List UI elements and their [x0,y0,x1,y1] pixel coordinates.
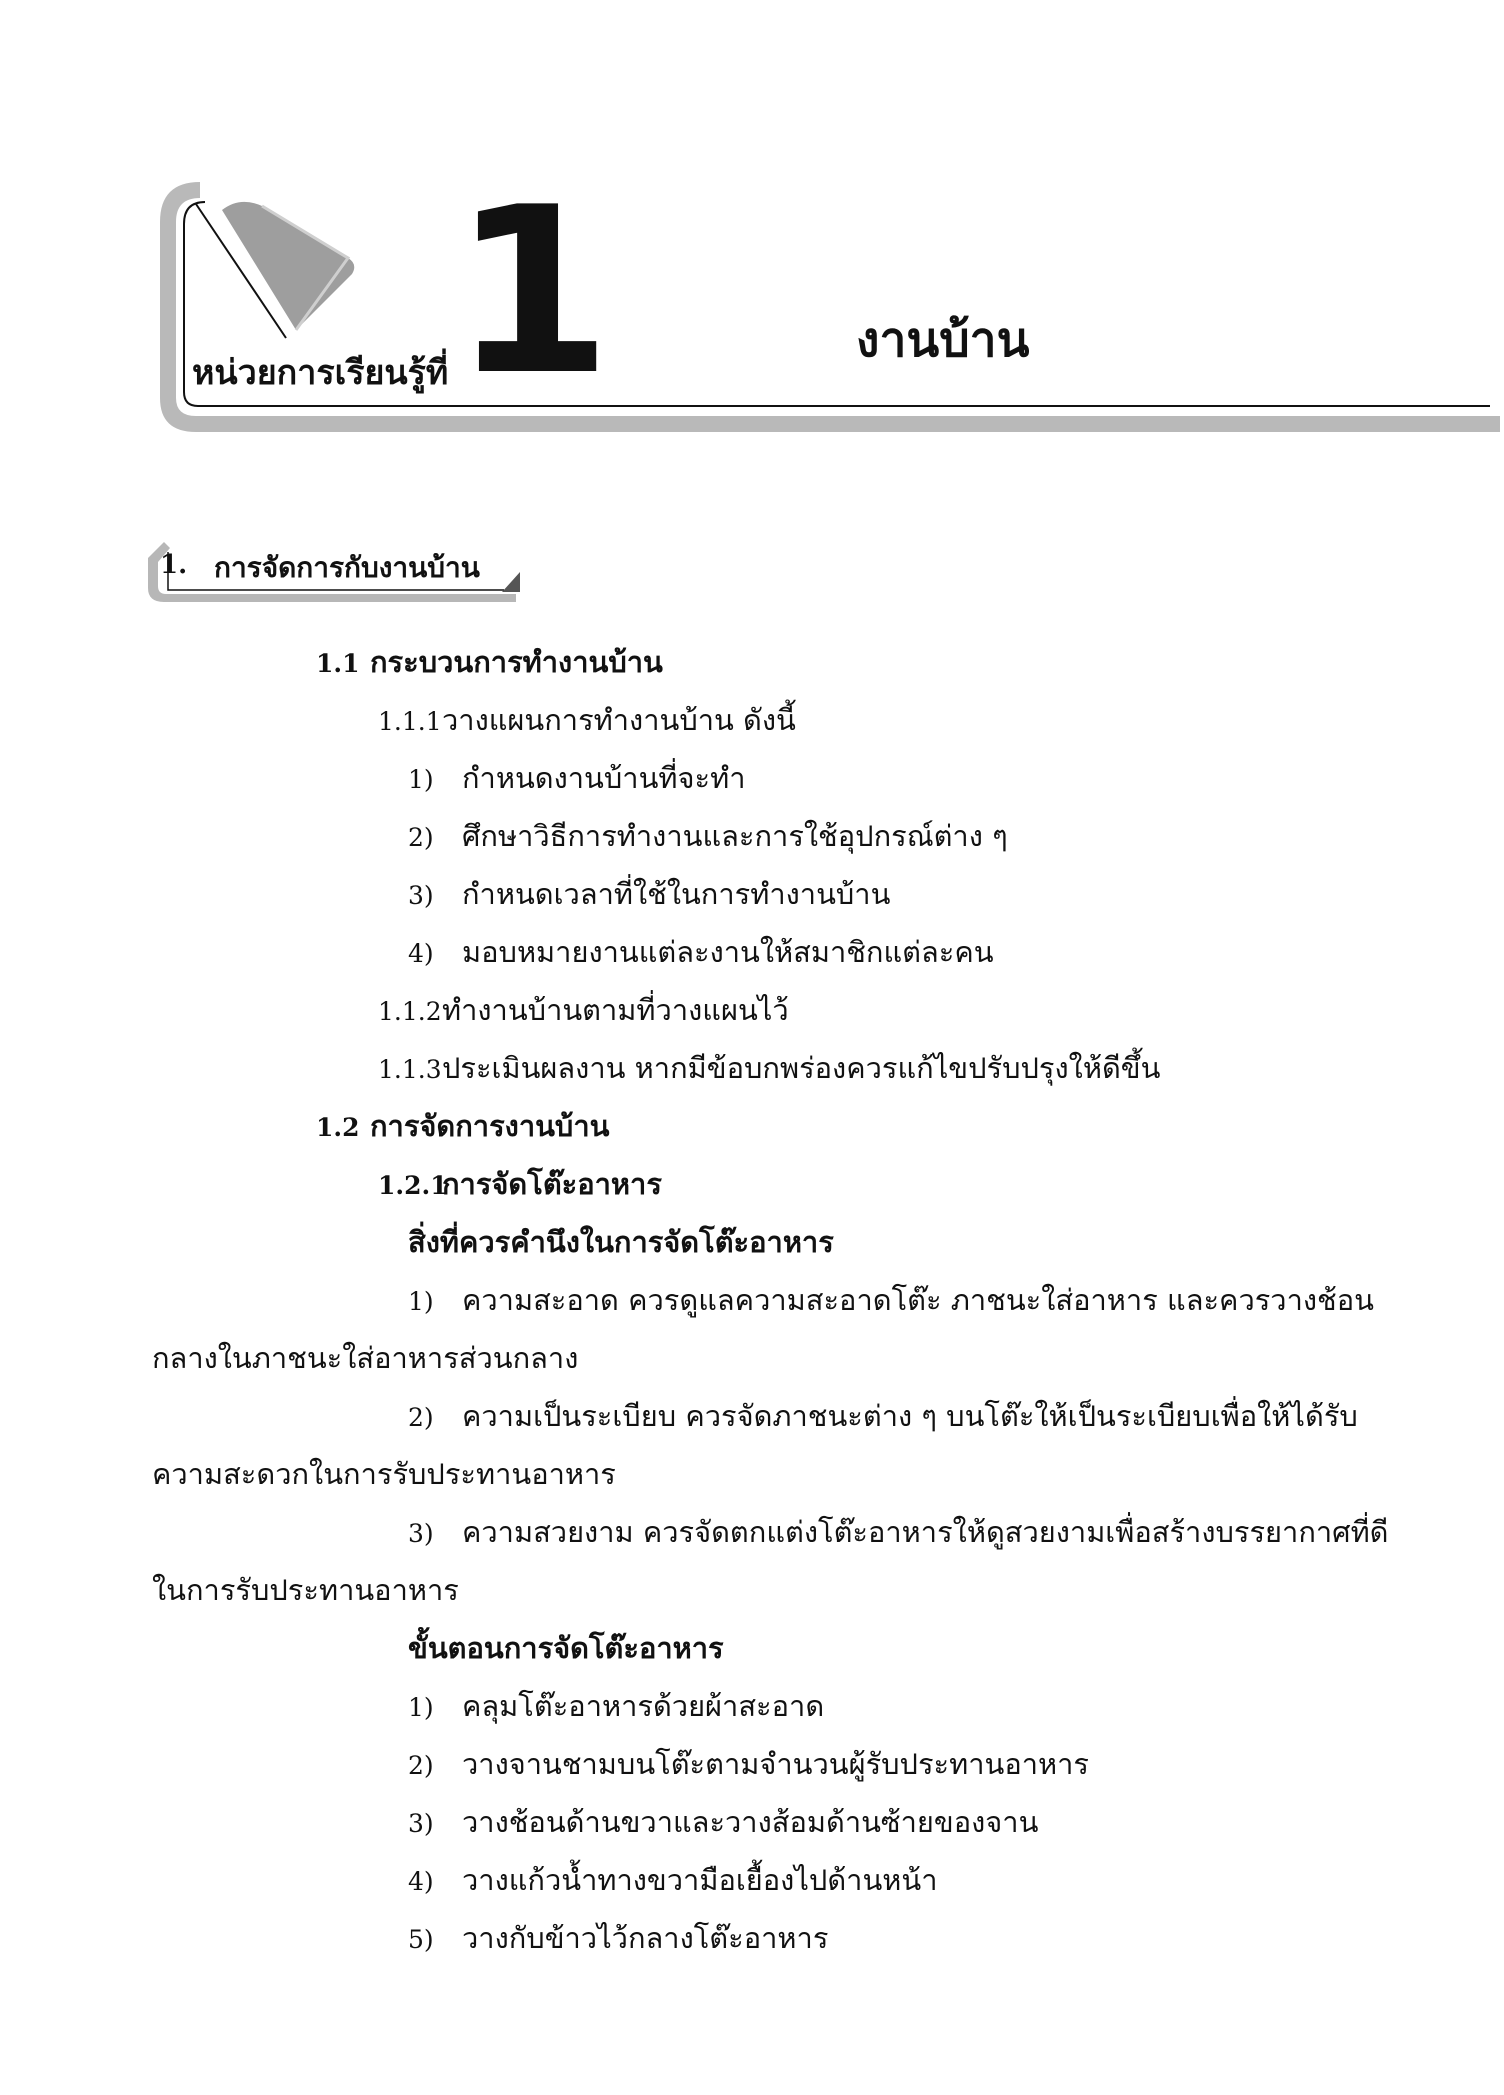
subsection-number: 1.2.1 [378,1171,448,1200]
list-item [408,816,1008,858]
list-item [408,874,890,916]
subsection-1-2 [316,1106,609,1148]
section-number: 1. [160,550,188,580]
item-number: 1) [408,1693,434,1722]
list-item [408,758,746,800]
subsection-text: การจัดการงานบ้าน [370,1109,610,1143]
item-text: ความเป็นระเบียบ ควรจัดภาชนะต่าง ๆ บนโต๊ะให้เป็นระเบียบเพื่อให้ได้รับ [462,1399,1358,1433]
section-title: การจัดการกับงานบ้าน [214,551,480,584]
item-text: วางจานชามบนโต๊ะตามจำนวนผู้รับประทานอาหาร [462,1747,1090,1781]
item-text: ความสวยงาม ควรจัดตกแต่งโต๊ะอาหารให้ดูสวยงามเพื่อสร้างบรรยากาศที่ดี [462,1515,1389,1549]
item-number: 4) [408,939,434,968]
item-text: วางช้อนด้านขวาและวางส้อมด้านซ้ายของจาน [462,1805,1039,1839]
paragraph-line [408,1512,1389,1554]
item-text: คลุมโต๊ะอาหารด้วยผ้าสะอาด [462,1689,825,1723]
unit-number: 1 [452,159,613,426]
subsection-text: การจัดโต๊ะอาหาร [442,1167,662,1201]
item-number: 2) [408,1403,434,1432]
list-item [408,932,994,974]
paragraph-line: ความสะดวกในการรับประทานอาหาร [152,1457,616,1491]
item-number: 1) [408,765,434,794]
item-number: 1) [408,1287,434,1316]
item-number: 3) [408,1809,434,1838]
subsection-text: กระบวนการทำงานบ้าน [370,645,663,679]
item-text: วางกับข้าวไว้กลางโต๊ะอาหาร [462,1921,829,1955]
list-item [408,1686,824,1728]
list-item [408,1918,828,1960]
paragraph-line: ในการรับประทานอาหาร [152,1573,459,1607]
item-number: 3) [408,881,434,910]
item-text: กำหนดงานบ้านที่จะทำ [462,761,746,795]
subsection-1-2-1 [378,1164,662,1206]
item-number: 3) [408,1519,434,1548]
item-text: วางแก้วน้ำทางขวามือเยื้องไปด้านหน้า [462,1863,938,1897]
subsection-1-1-2 [378,990,789,1032]
item-number: 2) [408,823,434,852]
subsection-1-1-3 [378,1048,1160,1090]
item-number: 2) [408,1751,434,1780]
item-text: กำหนดเวลาที่ใช้ในการทำงานบ้าน [462,877,891,911]
subsection-text: ประเมินผลงาน หากมีข้อบกพร่องควรแก้ไขปรับปรุงให้ดีขึ้น [442,1051,1161,1085]
subsection-number: 1.1.3 [378,1055,442,1084]
unit-title: งานบ้าน [856,312,1030,368]
paragraph-line: กลางในภาชนะใส่อาหารส่วนกลาง [152,1341,579,1375]
list-item [408,1860,938,1902]
unit-label: หน่วยการเรียนรู้ที่ [192,353,449,393]
subsection-text: ทำงานบ้านตามที่วางแผนไว้ [442,993,789,1027]
item-number: 5) [408,1925,434,1954]
subsection-1-1-1 [378,700,796,742]
considerations-heading: สิ่งที่ควรคำนึงในการจัดโต๊ะอาหาร [408,1225,834,1259]
subsection-1-1 [316,642,663,684]
item-number: 4) [408,1867,434,1896]
subsection-number: 1.1 [316,649,360,678]
list-item [408,1744,1089,1786]
list-item [408,1802,1038,1844]
item-text: ความสะอาด ควรดูแลความสะอาดโต๊ะ ภาชนะใส่อาหาร และควรวางช้อน [462,1283,1374,1317]
subsection-text: วางแผนการทำงานบ้าน ดังนี้ [442,703,796,737]
paragraph-line [408,1396,1358,1438]
subsection-number: 1.1.2 [378,997,442,1026]
subsection-number: 1.2 [316,1113,360,1142]
steps-heading: ขั้นตอนการจัดโต๊ะอาหาร [408,1631,724,1665]
subsection-number: 1.1.1 [378,707,442,736]
unit-banner [0,0,1504,440]
item-text: มอบหมายงานแต่ละงานให้สมาชิกแต่ละคน [462,935,994,969]
item-text: ศึกษาวิธีการทำงานและการใช้อุปกรณ์ต่าง ๆ [462,819,1008,853]
paragraph-line [408,1280,1374,1322]
